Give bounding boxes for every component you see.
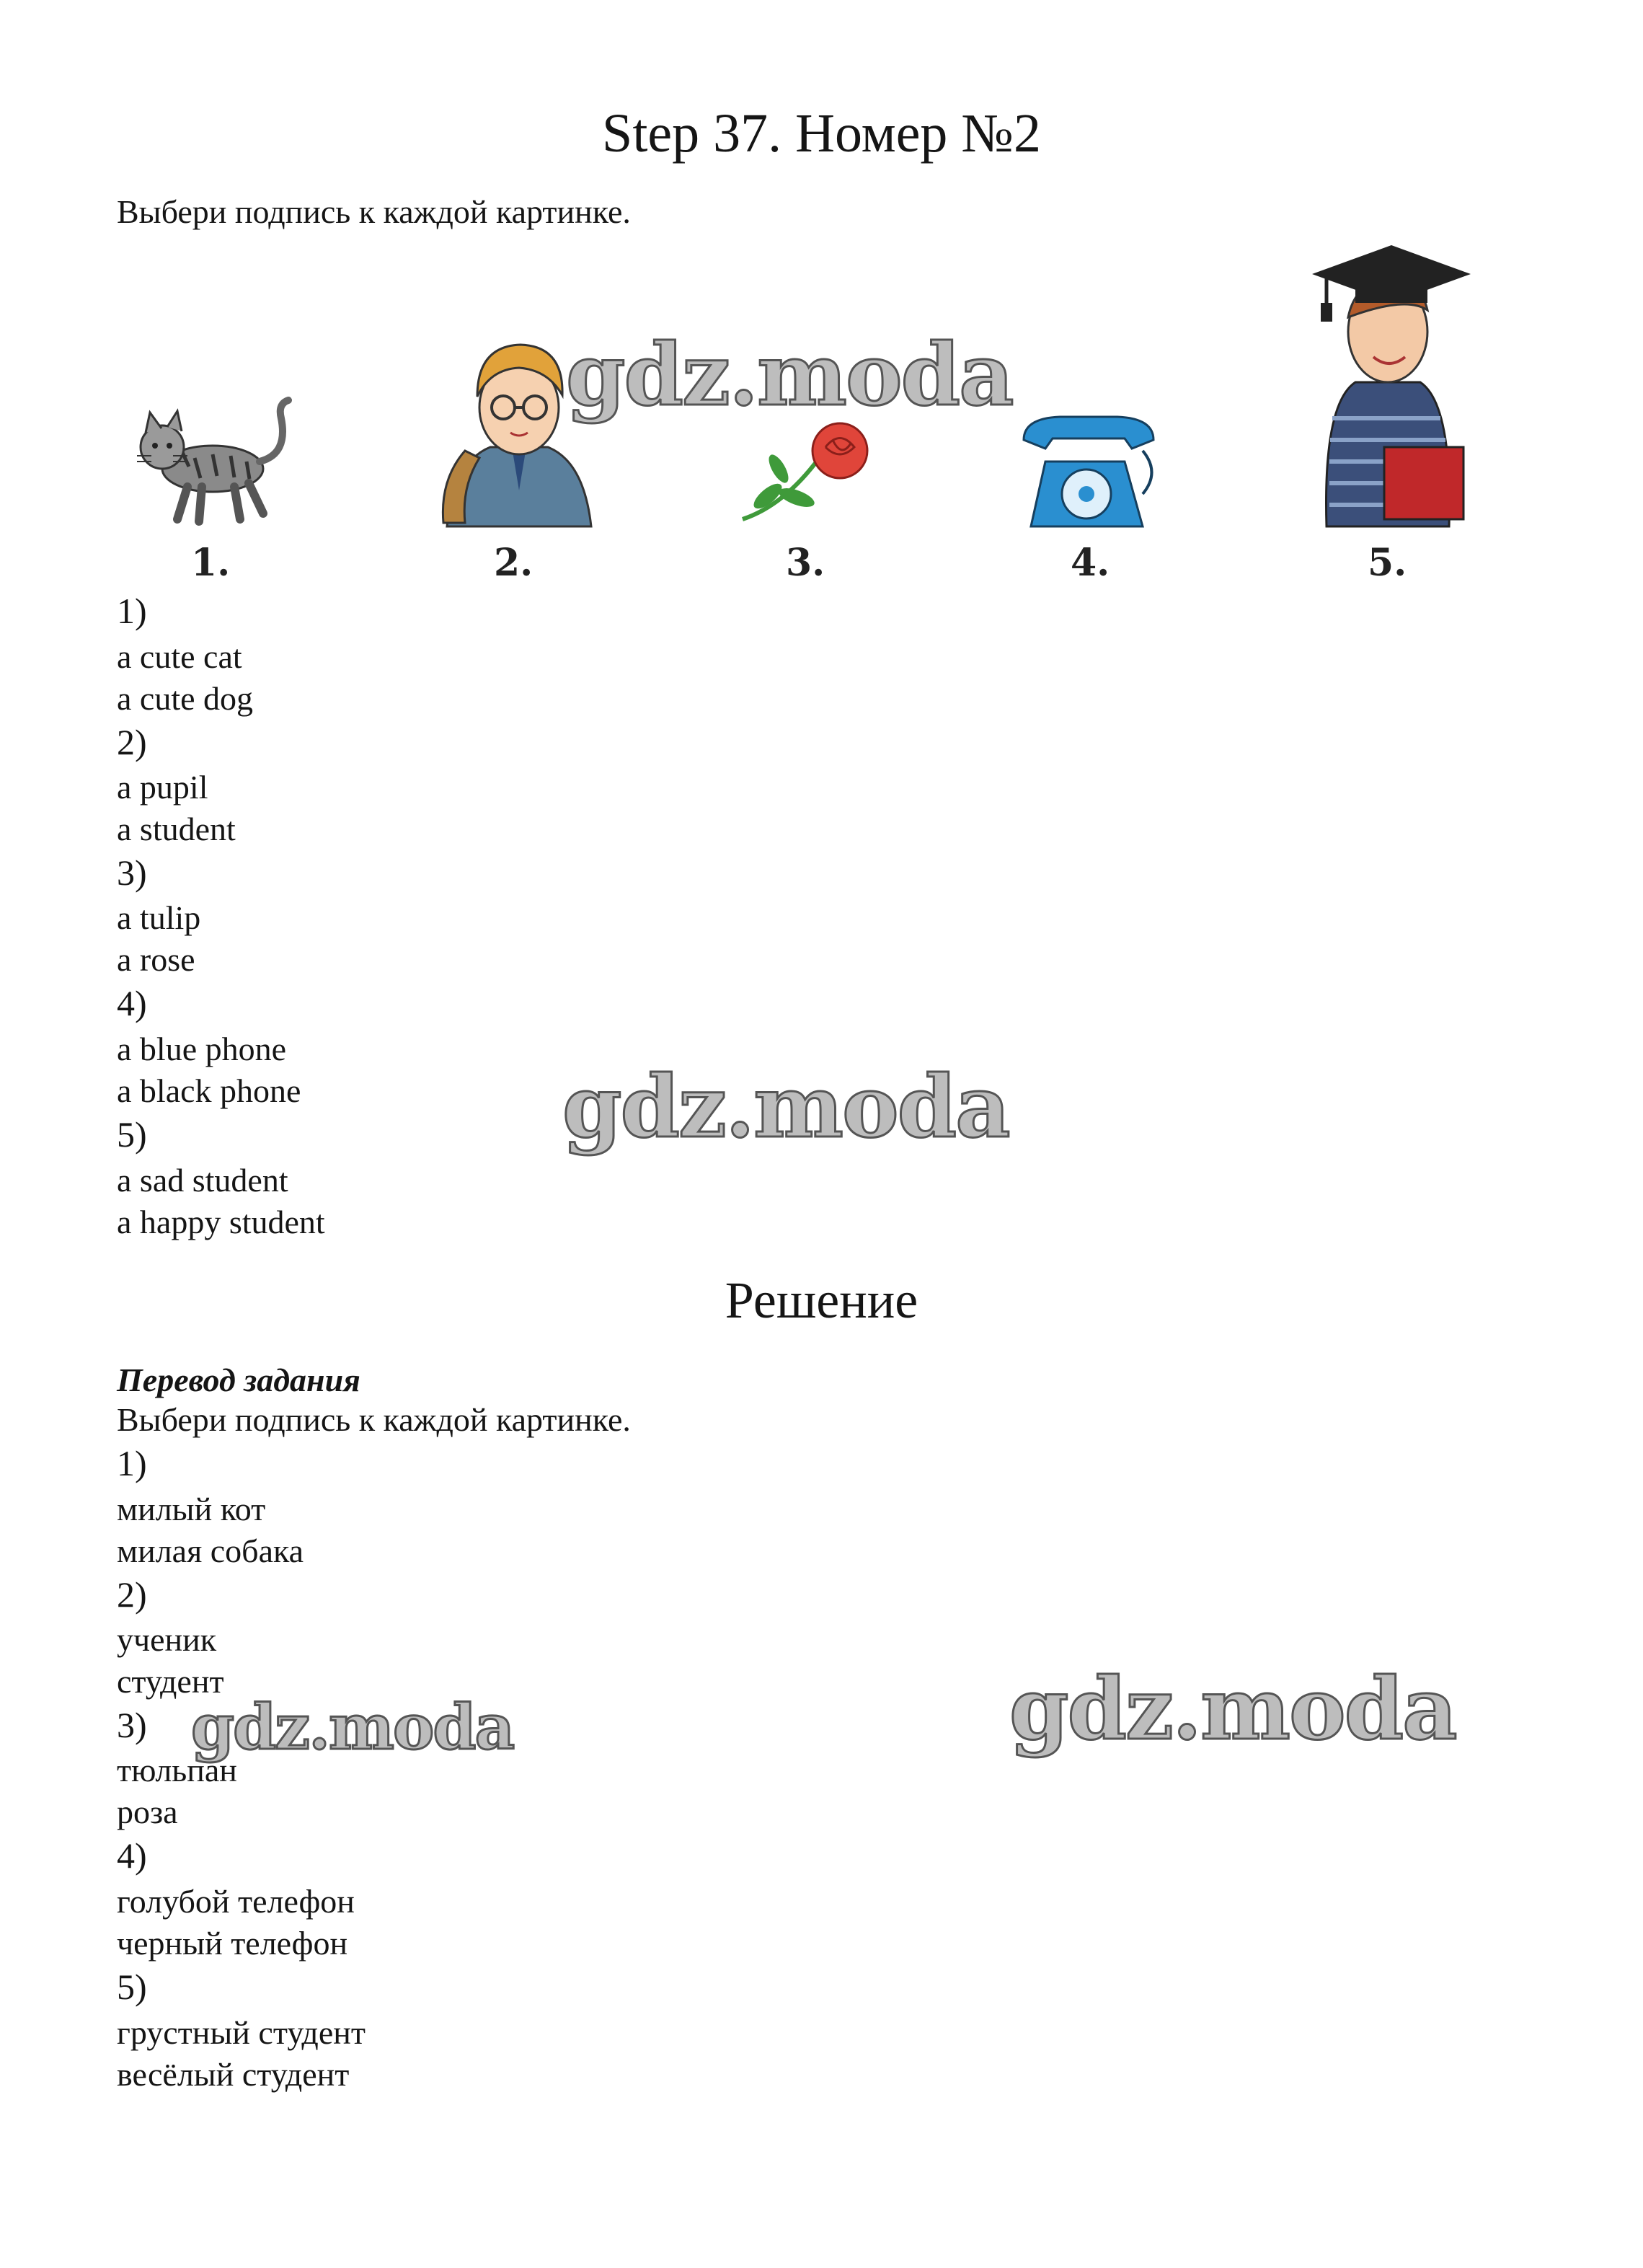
solution-option: роза <box>117 1793 178 1830</box>
solution-title: Решение <box>725 1271 918 1329</box>
solution-option: студент <box>117 1663 224 1700</box>
watermark: gdz.moda <box>191 1691 514 1764</box>
solution-item-number: 5) <box>117 1967 147 2007</box>
task-option: a black phone <box>117 1072 301 1109</box>
task-option: a rose <box>117 941 195 978</box>
picture-number-5: 5. <box>1368 541 1407 585</box>
task-item-number: 1) <box>117 591 147 631</box>
solution-option: милая собака <box>117 1532 304 1569</box>
task-option: a tulip <box>117 899 201 936</box>
task-item-number: 5) <box>117 1114 147 1155</box>
solution-option: милый кот <box>117 1491 266 1527</box>
solution-instruction: Выбери подпись к каждой картинке. <box>117 1401 631 1438</box>
student-illustration <box>1298 231 1478 534</box>
solution-option: голубой телефон <box>117 1883 355 1920</box>
picture-number-3: 3. <box>786 541 825 585</box>
task-option: a student <box>117 811 236 847</box>
task-option: a pupil <box>117 769 208 806</box>
picture-number-4: 4. <box>1071 541 1110 585</box>
task-option: a sad student <box>117 1162 288 1199</box>
task-item-number: 2) <box>117 722 147 762</box>
picture-number-2: 2. <box>494 541 533 585</box>
rose-illustration <box>735 418 887 534</box>
cat-illustration <box>123 397 303 534</box>
solution-option: грустный студент <box>117 2014 366 2051</box>
picture-number-1: 1. <box>191 541 231 585</box>
task-instruction: Выбери подпись к каждой картинке. <box>117 193 631 230</box>
task-option: a blue phone <box>117 1031 287 1067</box>
task-item-number: 3) <box>117 852 147 893</box>
solution-option: весёлый студент <box>117 2056 350 2093</box>
solution-option: ученик <box>117 1621 217 1658</box>
task-option: a cute cat <box>117 638 242 675</box>
solution-item-number: 2) <box>117 1574 147 1615</box>
watermark: gdz.moda <box>562 1056 1009 1157</box>
task-option: a cute dog <box>117 680 254 717</box>
phone-illustration <box>1017 411 1161 534</box>
solution-option: черный телефон <box>117 1925 348 1962</box>
task-option: a happy student <box>117 1204 325 1240</box>
task-item-number: 4) <box>117 983 147 1023</box>
solution-option: тюльпан <box>117 1752 237 1788</box>
watermark: gdz.moda <box>1009 1659 1456 1759</box>
solution-item-number: 4) <box>117 1835 147 1876</box>
solution-subtitle: Перевод задания <box>117 1362 360 1398</box>
page-title: Step 37. Номер №2 <box>602 103 1041 164</box>
solution-item-number: 1) <box>117 1443 147 1483</box>
watermark: gdz.moda <box>566 325 1013 425</box>
solution-item-number: 3) <box>117 1705 147 1745</box>
